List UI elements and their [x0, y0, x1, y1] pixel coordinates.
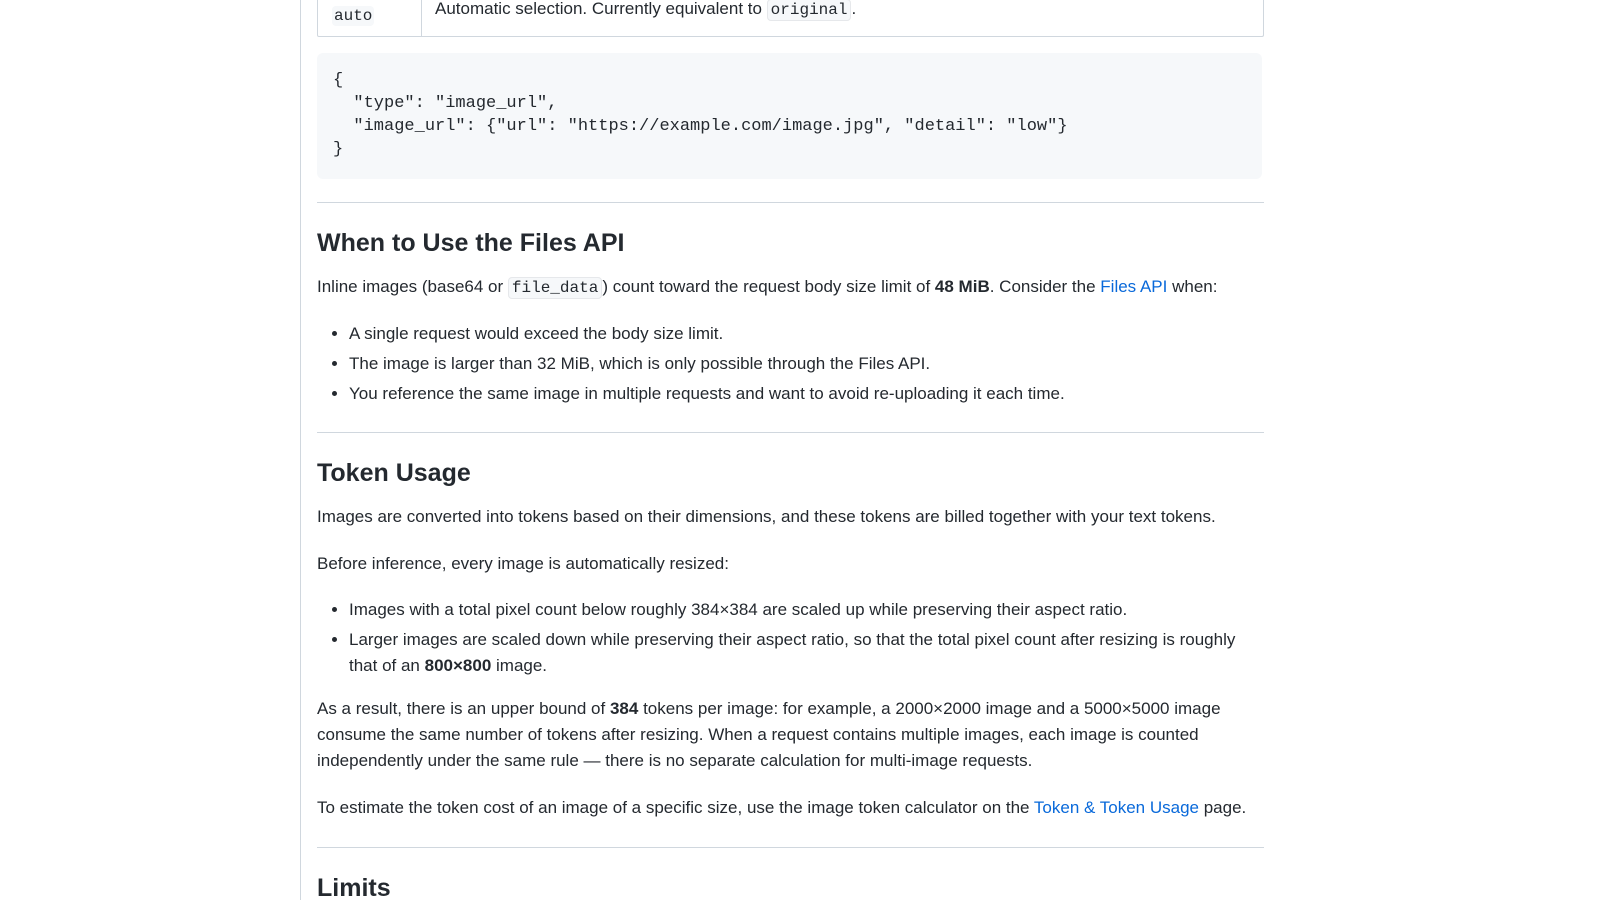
paragraph-text: As a result, there is an upper bound of [317, 699, 610, 718]
token-usage-paragraph-2: Before inference, every image is automatically resized: [317, 554, 729, 573]
token-usage-paragraph-3 [317, 696, 1264, 774]
description-text-end: . [851, 0, 857, 18]
files-api-reasons-list [317, 321, 1264, 411]
files-api-intro [317, 274, 1264, 301]
code-block[interactable] [317, 53, 1262, 179]
paragraph-text: To estimate the token cost of an image of a specific size, use the image token calculator on the [317, 798, 1034, 817]
section-heading-token-usage: Token Usage [317, 459, 471, 487]
list-item-text: Larger images are scaled down while preserving their aspect ratio, so that the total pixel count after resizing is roughly that of an [349, 630, 1236, 675]
token-usage-paragraph-1: Images are converted into tokens based on their dimensions, and these tokens are billed together with your text tokens. [317, 507, 1216, 526]
table-cell-description [435, 0, 856, 21]
paragraph-text: page. [1199, 798, 1247, 817]
intro-text: Inline images (base64 or [317, 277, 508, 296]
list-item: • Images with a total pixel count below roughly 384×384 are scaled up while preserving their aspect ratio. [349, 597, 1264, 623]
detail-options-table-row [317, 0, 1264, 37]
section-heading-files-api: When to Use the Files API [317, 229, 625, 257]
table-cell-option [318, 0, 422, 36]
intro-text: ) count toward the request body size limit of [602, 277, 935, 296]
content-left-border [300, 0, 301, 900]
description-text: Automatic selection. Currently equivalent to [435, 0, 767, 18]
files-api-link[interactable]: Files API [1100, 277, 1168, 296]
list-item-text: image. [491, 656, 548, 675]
list-item: • The image is larger than 32 MiB, which is only possible through the Files API. [349, 351, 1264, 377]
token-usage-paragraph-4 [317, 795, 1264, 821]
option-code: auto [334, 7, 373, 25]
section-divider [317, 432, 1264, 433]
intro-text: . Consider the [989, 277, 1101, 296]
token-usage-link[interactable]: Token & Token Usage [1033, 798, 1199, 817]
section-heading-limits: Limits [317, 874, 391, 902]
resize-rules-list [317, 597, 1264, 683]
description-code: original [767, 0, 852, 21]
size-limit-bold: 48 MiB [934, 277, 990, 296]
paragraph-text: tokens per image: for example, a 2000×2000 image and a 5000×5000 image consume the same number of tokens after resizing. When a request contains multiple images, each image is counted independently under the same rule — there is no separate calculation for multi-image requests. [317, 699, 1221, 770]
list-item: • You reference the same image in multiple requests and want to avoid re-uploading it each time. [349, 381, 1264, 407]
list-item [349, 627, 1264, 679]
resize-target-bold: 800×800 [424, 656, 492, 675]
list-item: • A single request would exceed the body size limit. [349, 321, 1264, 347]
intro-text: when: [1167, 277, 1218, 296]
section-divider [317, 202, 1264, 203]
section-divider [317, 847, 1264, 848]
token-bound-bold: 384 [609, 699, 639, 718]
inline-code-file-data: file_data [508, 277, 602, 299]
code-block-text: { "type": "image_url", "image_url": {"url": "https://example.com/image.jpg", "detail": "low"} } [333, 71, 1068, 159]
